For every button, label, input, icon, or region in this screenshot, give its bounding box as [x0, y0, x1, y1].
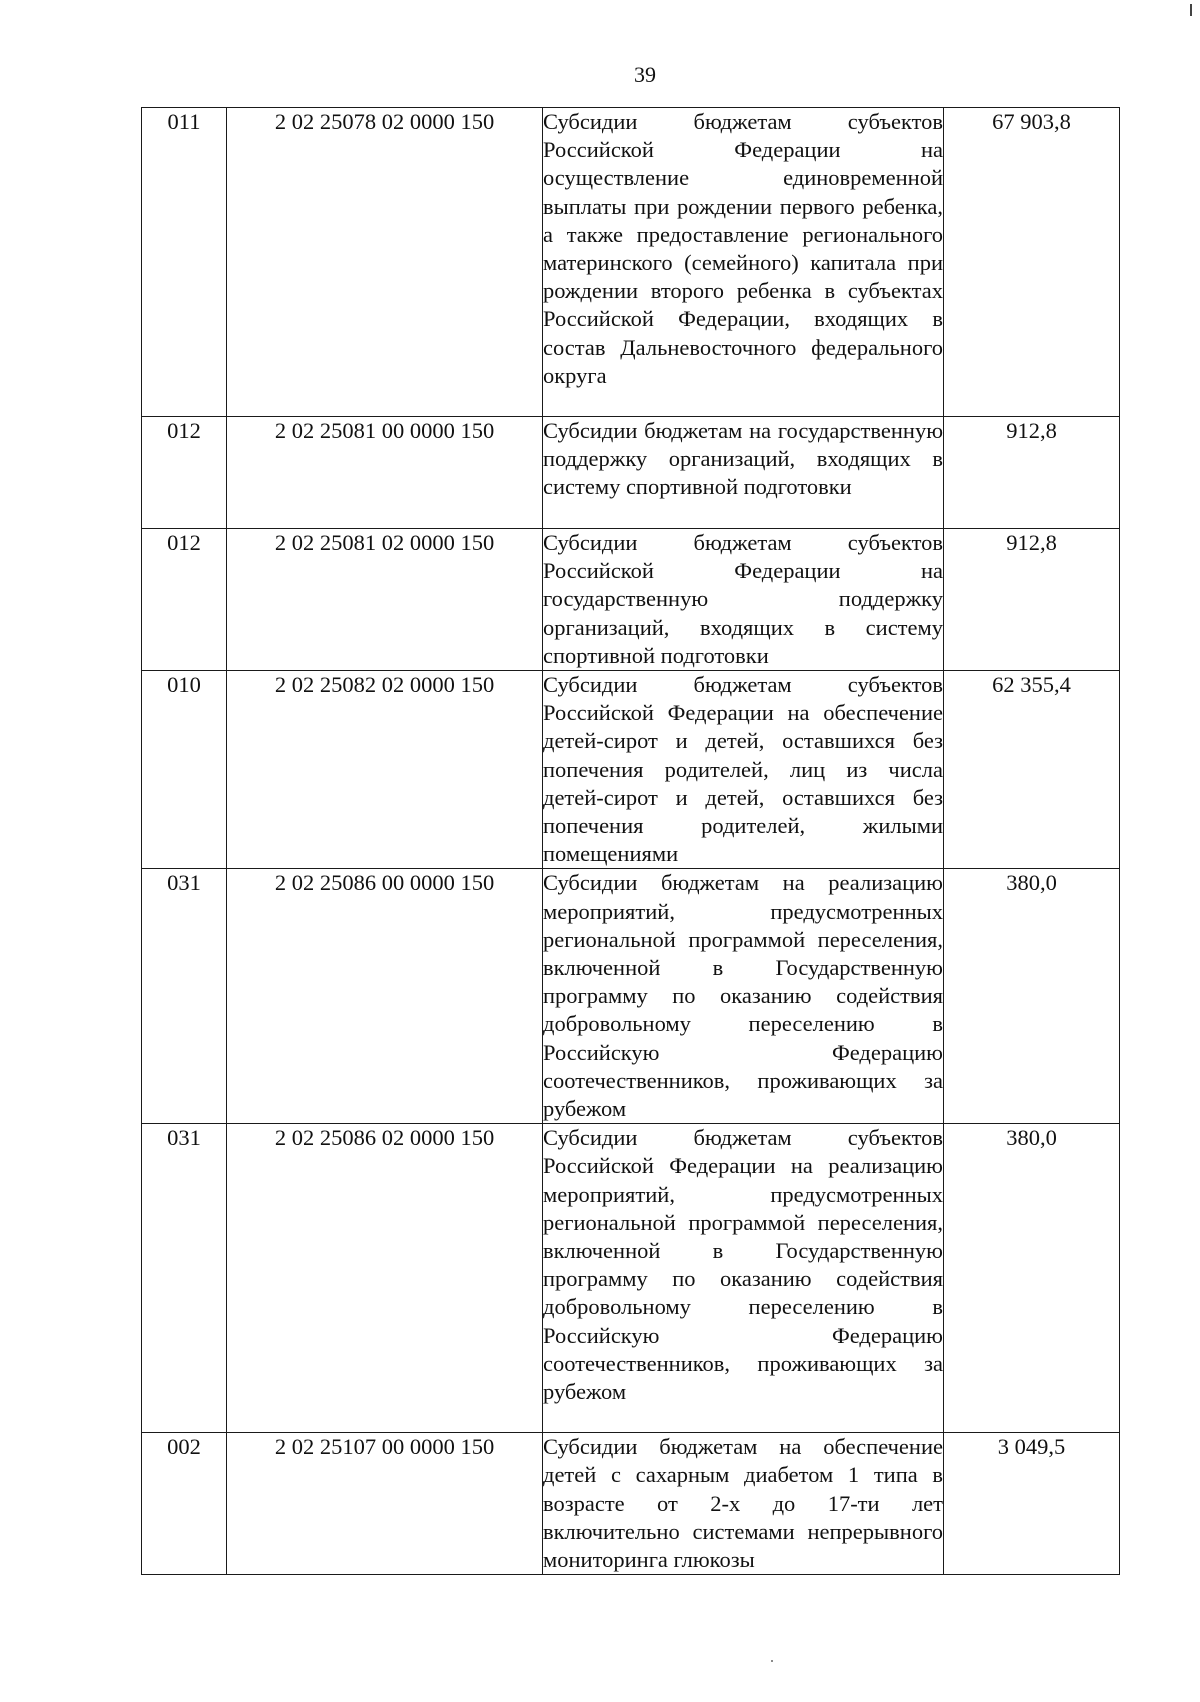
- budget-code-cell: 2 02 25078 02 0000 150: [227, 108, 543, 417]
- amount-cell: 912,8: [944, 417, 1120, 529]
- budget-code-cell: 2 02 25082 02 0000 150: [227, 671, 543, 869]
- table-row: [142, 671, 1120, 869]
- admin-code-cell: 031: [142, 869, 227, 1124]
- description-cell: [543, 529, 944, 671]
- budget-code-cell: 2 02 25081 02 0000 150: [227, 529, 543, 671]
- description-cell: [543, 1433, 944, 1575]
- table-row: [142, 529, 1120, 671]
- table-row: [142, 417, 1120, 529]
- table-row: [142, 1433, 1120, 1575]
- scan-dot: [771, 1660, 773, 1662]
- description-text: Субсидии бюджетам на государственную поддержку организаций, входящих в систему спортивной подготовки: [543, 418, 943, 500]
- budget-code-cell: 2 02 25081 00 0000 150: [227, 417, 543, 529]
- admin-code-cell: 031: [142, 1124, 227, 1433]
- budget-code-cell: 2 02 25086 02 0000 150: [227, 1124, 543, 1433]
- description-cell: [543, 108, 944, 417]
- amount-cell: 3 049,5: [944, 1433, 1120, 1575]
- table-row: [142, 108, 1120, 417]
- budget-code-cell: 2 02 25086 00 0000 150: [227, 869, 543, 1124]
- amount-cell: 380,0: [944, 1124, 1120, 1433]
- amount-cell: 380,0: [944, 869, 1120, 1124]
- description-text: Субсидии бюджетам на реализацию мероприятий, предусмотренных региональной программой переселения, включенной в Государственную программу по оказанию содействия добровольному переселению в Российскую Федерацию соотечественников, проживающих за рубежом: [543, 870, 943, 1122]
- table-row: [142, 869, 1120, 1124]
- table-row: [142, 1124, 1120, 1433]
- admin-code-cell: 002: [142, 1433, 227, 1575]
- description-cell: [543, 1124, 944, 1433]
- admin-code-cell: 012: [142, 529, 227, 671]
- amount-cell: 62 355,4: [944, 671, 1120, 869]
- admin-code-cell: 010: [142, 671, 227, 869]
- page-number: 39: [634, 62, 656, 87]
- scan-mark: [1190, 4, 1192, 16]
- description-text: Субсидии бюджетам субъектов Российской Федерации на реализацию мероприятий, предусмотренных региональной программой переселения, включенной в Государственную программу по оказанию содействия добровольному переселению в Российскую Федерацию соотечественников, проживающих за рубежом: [543, 1125, 943, 1405]
- amount-cell: 67 903,8: [944, 108, 1120, 417]
- revenue-table: [141, 107, 1120, 1575]
- description-cell: [543, 417, 944, 529]
- description-text: Субсидии бюджетам на обеспечение детей с сахарным диабетом 1 типа в возрасте от 2-х до 17-ти лет включительно системами непрерывного мониторинга глюкозы: [543, 1434, 943, 1573]
- admin-code-cell: 012: [142, 417, 227, 529]
- description-cell: [543, 869, 944, 1124]
- description-text: Субсидии бюджетам субъектов Российской Федерации на обеспечение детей-сирот и детей, оставшихся без попечения родителей, лиц из числа детей-сирот и детей, оставшихся без попечения родителей, жилыми помещениями: [543, 672, 943, 867]
- budget-code-cell: 2 02 25107 00 0000 150: [227, 1433, 543, 1575]
- description-cell: [543, 671, 944, 869]
- description-text: Субсидии бюджетам субъектов Российской Федерации на государственную поддержку организаций, входящих в систему спортивной подготовки: [543, 530, 943, 668]
- amount-cell: 912,8: [944, 529, 1120, 671]
- admin-code-cell: 011: [142, 108, 227, 417]
- description-text: Субсидии бюджетам субъектов Российской Федерации на осуществление единовременной выплаты при рождении первого ребенка, а также предоставление регионального материнского (семейного) капитала при рождении второго ребенка в субъектах Российской Федерации, входящих в состав Дальневосточного федерального округа: [543, 109, 943, 388]
